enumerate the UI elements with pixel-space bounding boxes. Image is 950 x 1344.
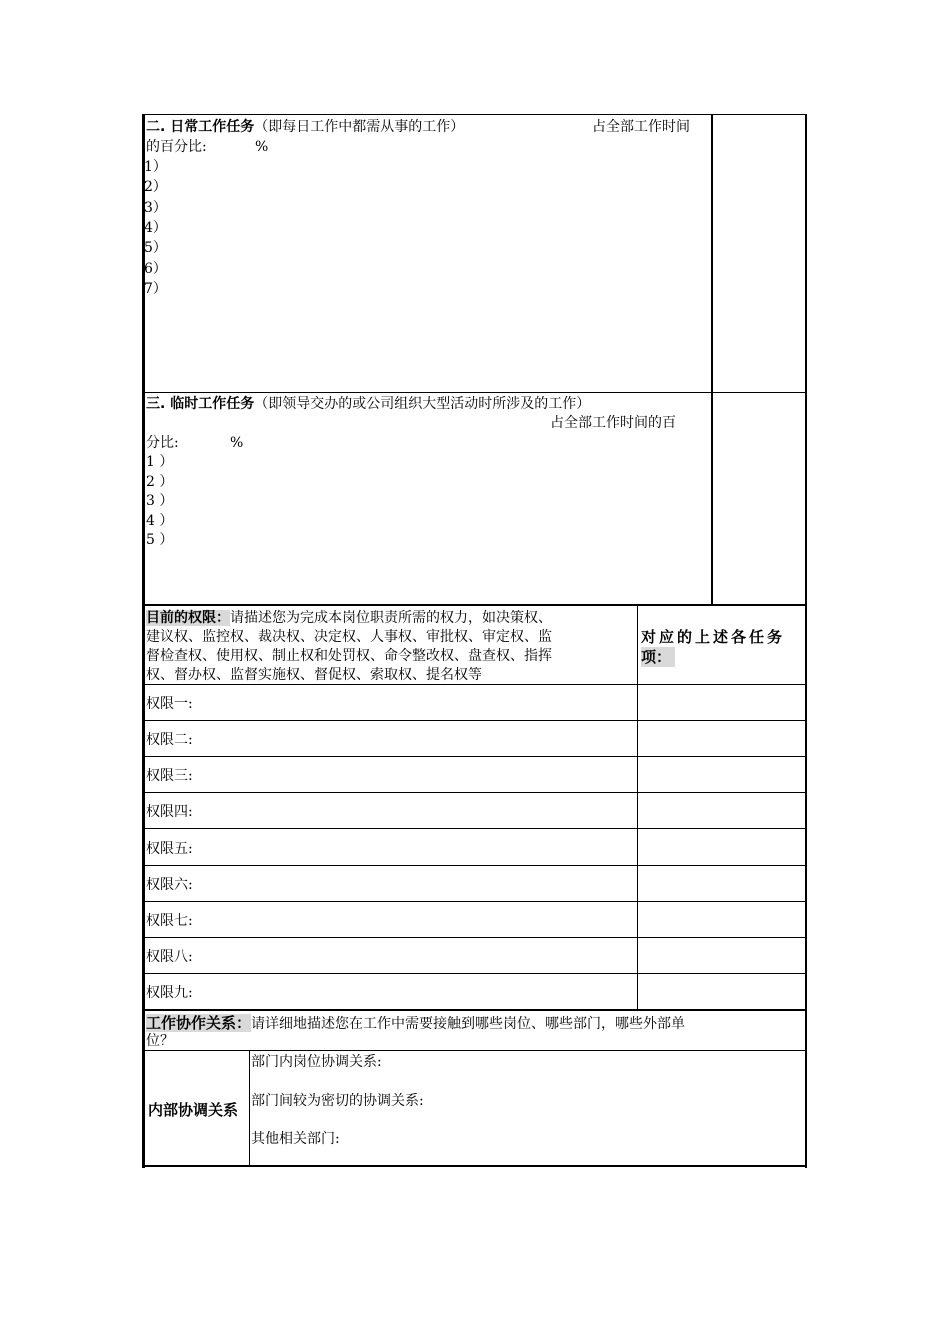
authority-row-line (142, 1009, 807, 1011)
authority-row-line (142, 792, 807, 793)
authority-row-label: 权限八: (146, 949, 193, 965)
authority-row-label: 权限二: (146, 732, 193, 748)
daily-divider (711, 114, 713, 605)
cooperation-desc-line-2: 位？ (146, 1033, 174, 1049)
temp-task-item: 2 ） (146, 473, 174, 490)
temp-task-item: 1 ） (146, 454, 174, 470)
daily-task-item: 1） (144, 159, 167, 175)
authority-desc-1: 请描述您为完成本岗位职责所需的权力，如决策权、 (230, 610, 552, 626)
cooperation-heading: 工作协作关系： (146, 1014, 252, 1032)
authority-row-line (142, 937, 807, 938)
internal-item-1: 部门内岗位协调关系: (251, 1054, 382, 1070)
daily-percent: % (255, 139, 269, 155)
temp-task-item: 5 ） (146, 532, 174, 548)
authority-row-line (142, 865, 807, 866)
temp-percent: % (230, 435, 244, 451)
authority-heading: 目前的权限： (146, 610, 230, 626)
daily-task-item: 4） (144, 219, 167, 236)
daily-ratio-left: 的百分比: (146, 139, 207, 155)
internal-item-3: 其他相关部门: (251, 1131, 340, 1147)
daily-heading-row (146, 117, 464, 137)
daily-task-item: 2） (144, 179, 167, 196)
temp-task-item: 4 ） (146, 512, 174, 529)
internal-item-2: 部门间较为密切的协调关系: (251, 1093, 424, 1109)
authority-row-line (142, 828, 807, 829)
section-separator-1 (142, 392, 807, 393)
authority-right-header-line-1: 对应的上述各任务 (641, 628, 786, 646)
daily-ratio-right: 占全部工作时间 (592, 119, 690, 135)
authority-row-label: 权限三: (146, 768, 193, 784)
temp-heading-row (146, 394, 590, 414)
cooperation-separator (142, 1050, 807, 1051)
daily-task-item: 7） (144, 280, 167, 297)
temp-ratio-right: 占全部工作时间的百 (550, 415, 676, 431)
authority-row-line (142, 901, 807, 902)
temp-note: （即领导交办的或公司组织大型活动时所涉及的工作） (254, 396, 591, 412)
section-separator-2 (142, 604, 807, 606)
authority-right-header-line-2: 项： (641, 647, 675, 667)
table-border-bottom (142, 1165, 807, 1167)
table-border-top (142, 114, 807, 115)
temp-ratio-left: 分比: (146, 435, 179, 451)
authority-desc-line-3: 督检查权、使用权、制止权和处罚权、命令整改权、盘查权、指挥 (146, 648, 552, 664)
authority-row-label: 权限六: (146, 877, 193, 893)
internal-label: 内部协调关系 (148, 1101, 239, 1119)
daily-task-item: 3） (144, 199, 167, 216)
authority-row-label: 权限九: (146, 985, 193, 1001)
authority-desc-line-4: 权、督办权、监督实施权、督促权、索取权、提名权等 (146, 667, 482, 683)
daily-note: （即每日工作中都需从事的工作） (254, 119, 465, 135)
cooperation-desc-line-1 (146, 1013, 685, 1034)
internal-divider (249, 1050, 250, 1166)
authority-row-label: 权限五: (146, 841, 193, 857)
authority-row-line (142, 756, 807, 757)
cooperation-desc-1: 请详细地描述您在工作中需要接触到哪些岗位、哪些部门，哪些外部单 (251, 1016, 686, 1032)
temp-task-item: 3 ） (146, 493, 174, 509)
authority-row-line (142, 720, 807, 721)
daily-task-item: 5） (144, 240, 167, 257)
authority-desc-line-1 (146, 608, 552, 628)
daily-heading: 二. 日常工作任务 (146, 119, 255, 135)
authority-desc-line-2: 建议权、监控权、裁决权、决定权、人事权、审批权、审定权、监 (146, 629, 552, 645)
authority-divider (637, 606, 638, 1010)
authority-row-label: 权限七: (146, 913, 193, 929)
authority-row-line (142, 973, 807, 974)
daily-task-item: 6） (144, 260, 167, 277)
temp-heading: 三. 临时工作任务 (146, 396, 255, 412)
authority-row-label: 权限一: (146, 696, 193, 712)
authority-row-label: 权限四: (146, 804, 193, 820)
